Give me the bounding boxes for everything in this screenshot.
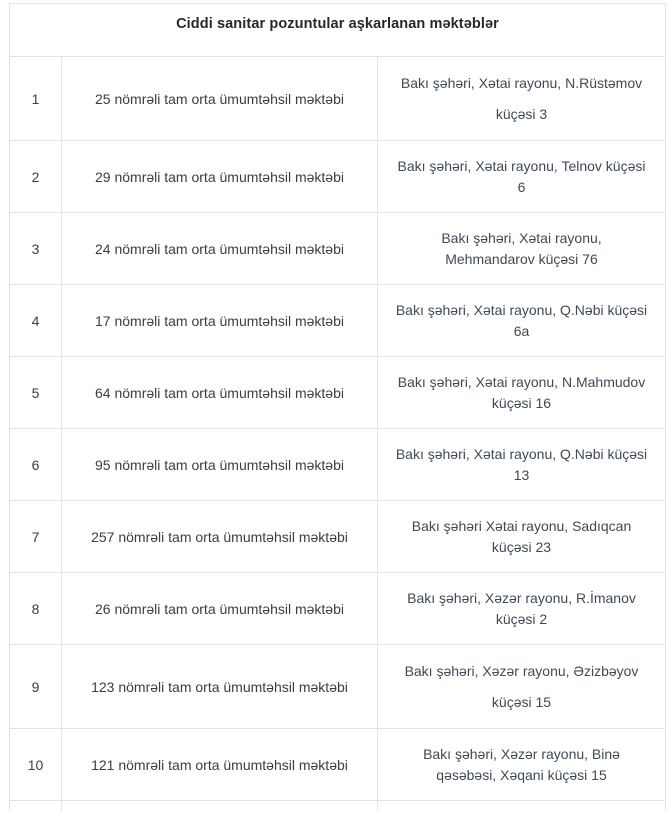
table-row (10, 573, 666, 645)
row-number-cell: 10 (10, 729, 62, 801)
row-number-cell: 4 (10, 285, 62, 357)
school-name-cell: 257 nömrəli tam orta ümumtəhsil məktəbi (62, 501, 378, 573)
school-name-cell: 25 nömrəli tam orta ümumtəhsil məktəbi (62, 57, 378, 141)
schools-table (9, 3, 666, 811)
address-cell (378, 429, 666, 501)
row-number-cell: 7 (10, 501, 62, 573)
address-cell (378, 213, 666, 285)
address-line: qəsəbəsi, Xəqani küçəsi 15 (436, 766, 607, 783)
school-name-cell (62, 801, 378, 811)
address-line: Bakı şəhəri, Xəzər rayonu, Binə (423, 745, 620, 762)
table-row (10, 645, 666, 729)
row-number-cell: 3 (10, 213, 62, 285)
address-cell (378, 573, 666, 645)
school-name-cell: 29 nömrəli tam orta ümumtəhsil məktəbi (62, 141, 378, 213)
row-number-cell: 8 (10, 573, 62, 645)
table-title: Ciddi sanitar pozuntular aşkarlanan məktəblər (10, 4, 666, 57)
table-row (10, 501, 666, 573)
school-name-cell: 95 nömrəli tam orta ümumtəhsil məktəbi (62, 429, 378, 501)
table-row (10, 213, 666, 285)
address-line: küçəsi 3 (495, 105, 548, 122)
row-number-cell: 2 (10, 141, 62, 213)
address-line: küçəsi 15 (491, 693, 552, 710)
address-cell (378, 141, 666, 213)
address-line: küçəsi 2 (495, 610, 548, 627)
school-name-cell: 64 nömrəli tam orta ümumtəhsil məktəbi (62, 357, 378, 429)
row-number-cell: 5 (10, 357, 62, 429)
table-row (10, 429, 666, 501)
address-line: Bakı şəhəri, Xətai rayonu, Q.Nəbi küçəsi (395, 301, 648, 318)
address-line: 6a (513, 322, 530, 339)
table-row (10, 57, 666, 141)
table-row (10, 285, 666, 357)
row-number-cell (10, 801, 62, 811)
address-line: küçəsi 23 (491, 538, 552, 555)
address-line: 6 (517, 178, 526, 195)
address-cell (378, 285, 666, 357)
school-name-cell: 121 nömrəli tam orta ümumtəhsil məktəbi (62, 729, 378, 801)
table-header-row (10, 4, 666, 57)
address-cell (378, 57, 666, 141)
school-name-cell: 26 nömrəli tam orta ümumtəhsil məktəbi (62, 573, 378, 645)
school-name-cell: 17 nömrəli tam orta ümumtəhsil məktəbi (62, 285, 378, 357)
address-line: Bakı şəhəri, Xətai rayonu, Q.Nəbi küçəsi (395, 445, 648, 462)
table-row (10, 141, 666, 213)
address-line: Bakı şəhəri, Xətai rayonu, N.Mahmudov (397, 373, 646, 390)
school-name-cell: 24 nömrəli tam orta ümumtəhsil məktəbi (62, 213, 378, 285)
row-number-cell: 6 (10, 429, 62, 501)
address-cell (378, 729, 666, 801)
row-number-cell: 1 (10, 57, 62, 141)
address-line: Bakı şəhəri, Xətai rayonu, (441, 229, 602, 246)
school-name-cell: 123 nömrəli tam orta ümumtəhsil məktəbi (62, 645, 378, 729)
address-line: Bakı şəhəri, Xəzər rayonu, Əzizbəyov (404, 662, 639, 679)
address-line: Bakı şəhəri Xətai rayonu, Sadıqcan (411, 517, 632, 534)
address-line: Mehmandarov küçəsi 76 (445, 250, 598, 267)
address-cell (378, 645, 666, 729)
table-row (10, 729, 666, 801)
row-number-cell: 9 (10, 645, 62, 729)
address-cell (378, 801, 666, 811)
address-line: 13 (513, 466, 530, 483)
address-line: Bakı şəhəri, Xətai rayonu, N.Rüstəmov (400, 74, 643, 91)
address-line: Bakı şəhəri, Xətai rayonu, Telnov küçəsi (397, 157, 646, 174)
table-row-partial (10, 801, 666, 811)
address-line: küçəsi 16 (491, 394, 552, 411)
address-line: Bakı şəhəri, Xəzər rayonu, R.İmanov (407, 589, 636, 606)
address-cell (378, 357, 666, 429)
table-row (10, 357, 666, 429)
address-cell (378, 501, 666, 573)
